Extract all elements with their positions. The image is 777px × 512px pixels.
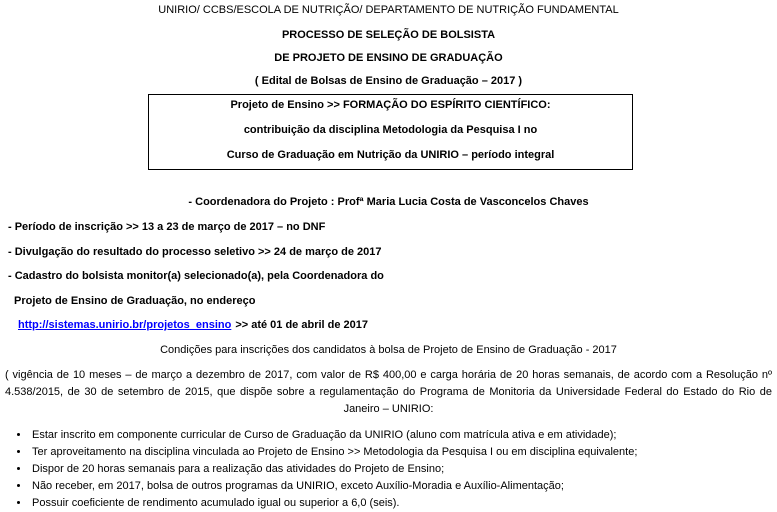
department-header-line: UNIRIO/ CCBS/ESCOLA DE NUTRIÇÃO/ DEPARTAMENTO DE NUTRIÇÃO FUNDAMENTAL — [158, 4, 619, 16]
condition-item: • Dispor de 20 horas semanais para a realização das atividades do Projeto de Ensino; — [30, 461, 777, 478]
project-box-line-2: contribuição da disciplina Metodologia da Pesquisa I no — [243, 124, 538, 136]
registration-deadline: >> até 01 de abril de 2017 — [235, 319, 369, 331]
registration-link-line — [18, 319, 777, 332]
enrollment-period-line: - Período de inscrição >> 13 a 23 de março de 2017 – no DNF — [8, 221, 326, 233]
conditions-intro-paragraph: ( vigência de 10 meses – de março a dezembro de 2017, com valor de R$ 400,00 e carga horária de 20 horas semanais, de acordo com a Resolução nº 4.538/2015, de 30 de setembro de 2015, que dispõe sobre a regulamentação do Programa de Monitoria da Universidade Federal do Estado do Rio de Janeiro – UNIRIO: — [5, 369, 772, 415]
edital-subtitle: ( Edital de Bolsas de Ensino de Graduação – 2017 ) — [254, 75, 523, 87]
process-title-line-1: PROCESSO DE SELEÇÃO DE BOLSISTA — [281, 29, 496, 41]
condition-item: • Estar inscrito em componente curricular de Curso de Graduação da UNIRIO (aluno com matrícula ativa e em atividade); — [30, 427, 777, 444]
project-info-box — [148, 94, 633, 170]
condition-item: • Ter aproveitamento na disciplina vinculada ao Projeto de Ensino >> Metodologia da Pesquisa I ou em disciplina equivalente; — [30, 444, 777, 461]
conditions-heading: Condições para inscrições dos candidatos à bolsa de Projeto de Ensino de Graduação - 2017 — [160, 344, 617, 356]
registration-link[interactable]: http://sistemas.unirio.br/projetos_ensino — [18, 319, 232, 331]
registration-line-1: - Cadastro do bolsista monitor(a) selecionado(a), pela Coordenadora do — [8, 270, 384, 282]
conditions-list — [0, 427, 777, 512]
result-announcement-line: - Divulgação do resultado do processo seletivo >> 24 de março de 2017 — [8, 246, 382, 258]
document-page — [0, 4, 777, 512]
condition-item: • Possuir coeficiente de rendimento acumulado igual ou superior a 6,0 (seis). — [30, 495, 777, 512]
process-title-line-2: DE PROJETO DE ENSINO DE GRADUAÇÃO — [274, 52, 503, 64]
project-box-line-3: Curso de Graduação em Nutrição da UNIRIO – período integral — [226, 149, 555, 161]
registration-line-2: Projeto de Ensino de Graduação, no endereço — [14, 295, 256, 307]
coordinator-line: - Coordenadora do Projeto : Profª Maria Lucia Costa de Vasconcelos Chaves — [188, 196, 589, 208]
project-box-line-1: Projeto de Ensino >> FORMAÇÃO DO ESPÍRITO CIENTÍFICO: — [230, 99, 551, 111]
condition-item: • Não receber, em 2017, bolsa de outros programas da UNIRIO, exceto Auxílio-Moradia e Auxílio-Alimentação; — [30, 478, 777, 495]
